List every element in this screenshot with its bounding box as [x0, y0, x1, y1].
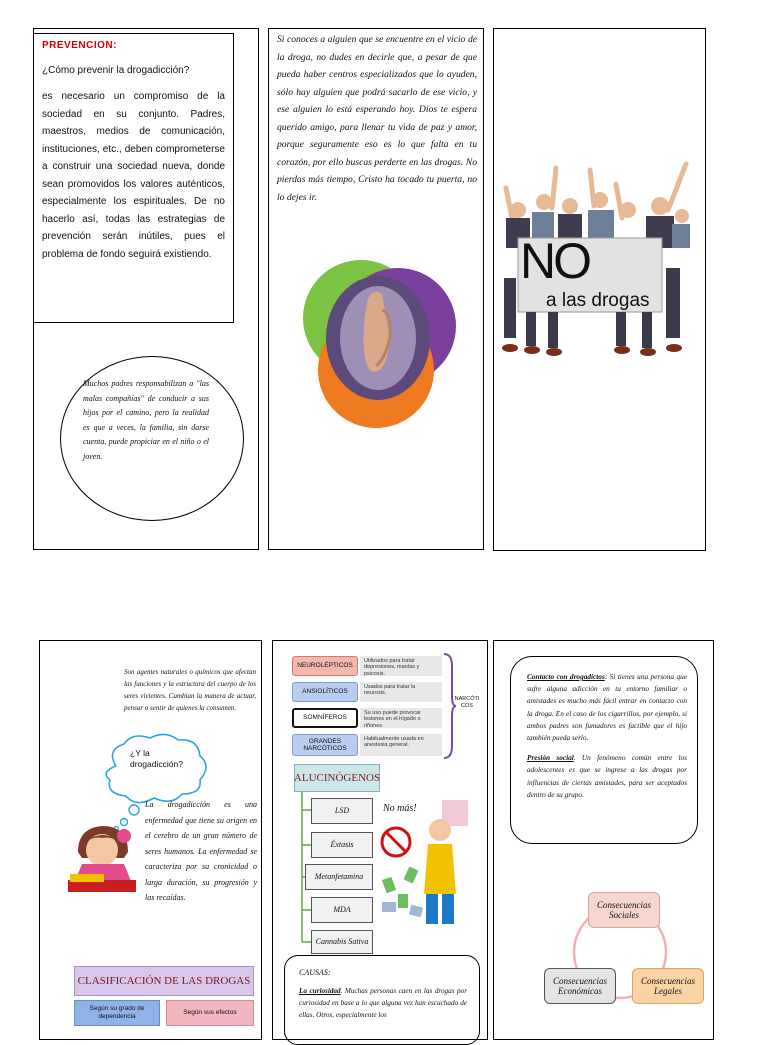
- extasis-item: Éxtasis: [311, 832, 373, 858]
- prevention-body: es necesario un compromiso de la sociedad en su conjunto. Padres, maestros, medios de comunicación, instituciones, etc., deben comprometerse a construir una sociedad nueva, donde sean promovidos los valores auténticos, especialmente los espirituales. De no hacerlo así, todas las estrategias de prevención serán inútiles, pues el problema de fondo seguirá existiendo.: [42, 91, 225, 260]
- cannabis-item: Cannabis Sativa: [311, 930, 373, 954]
- contact-lead: Contacto con drogadictos: [527, 672, 605, 681]
- neurolepticos-desc: Utilizados para tratar depresiones, manías y psicosis.: [360, 656, 442, 676]
- hallucinogens-title: ALUCINÓGENOS: [294, 764, 380, 792]
- social-pressure-paragraph: [527, 752, 687, 801]
- quote-oval: [60, 356, 244, 521]
- pressure-lead: Presión social: [527, 753, 574, 763]
- somniferos-tag: SOMNÍFEROS: [292, 708, 358, 728]
- contact-text: : Si tienes una persona que sufre alguna adicción en tu entorno familiar o amistades es mucho más fácil entrar en contacto con la droga. En el caso de los cigarrillos, por ejemplo, si ambos padres son fumadores es factible que el hijo también pueda serlo.: [527, 672, 687, 743]
- no-drugs-sign-small: a las drogas: [546, 290, 650, 311]
- prevention-question: ¿Cómo prevenir la drogadicción?: [42, 65, 190, 76]
- causes-title: CAUSAS:: [299, 968, 331, 977]
- cloud-question: ¿Y la drogadicción?: [130, 748, 183, 769]
- curiosity-text: . Muchas personas caen en las drogas por curiosidad en base a lo que alguna vez han escuchado de ellas. Otros, especialmente los: [299, 987, 467, 1019]
- contact-paragraph: [527, 671, 687, 744]
- contact-box: [510, 656, 698, 844]
- classification-title: CLASIFICACIÓN DE LAS DROGAS: [74, 966, 254, 996]
- hands-illustration: [296, 258, 456, 430]
- curiosity-lead: La curiosidad: [299, 987, 341, 995]
- causes-text: [299, 985, 467, 1021]
- narcotics-group-label: NARCÓTICOS: [454, 696, 480, 710]
- faith-text: Si conoces a alguien que se encuentre en el vicio de la droga, no dudes en decirle que, a pesar de que pueda haber centros especializados que lo ayuden, sólo hay alguien que podrá sacarlo de ese vicio, y ese alguien lo está esperando hoy. Dios te espera querido amigo, para llenar tu vida de paz y amor, porque seguramente eso es lo que falta en tu corazón, por ello buscas perderte en las drogas. No pierdas más tiempo, Cristo ha tocado tu puerta, no lo dejes ir.: [277, 34, 477, 203]
- prevention-title: PREVENCION:: [42, 40, 117, 51]
- no-mas-text: No más!: [383, 803, 417, 814]
- economic-consequences: Consecuencias Económicas: [544, 968, 616, 1004]
- ansioliticos-desc: Usados para tratar la neurosis.: [360, 682, 442, 702]
- prevention-box: [33, 33, 234, 323]
- mda-item: MDA: [311, 897, 373, 923]
- no-drugs-cartoon: [376, 798, 470, 932]
- drug-definition: Son agentes naturales o químicos que afectan las funciones y la estructura del cuerpo de los seres vivientes. Cambian la manera de actuar, pensar o sentir de quienes la consumen.: [124, 668, 256, 712]
- causes-box: [284, 955, 480, 1045]
- narcotics-chart: [292, 652, 482, 756]
- lsd-item: LSD: [311, 798, 373, 824]
- thinking-girl-illustration: [64, 818, 140, 896]
- no-drugs-sign-big: NO: [520, 233, 589, 289]
- ansioliticos-tag: ANSIOLÍTICOS: [292, 682, 358, 702]
- legal-consequences: Consecuencias Legales: [632, 968, 704, 1004]
- oval-text: Muchos padres responsabilizan a "las malas compañías" de conducir a sus hijos por el camino, pero la realidad es que a veces, la familia, sin darse cuenta, puede propiciar en el niño o el joven.: [83, 379, 209, 461]
- metanfetamina-item: Metanfetamina: [305, 864, 373, 890]
- dependency-button[interactable]: Según su grado de dependencia: [74, 1000, 160, 1026]
- effects-button[interactable]: Según sus efectos: [166, 1000, 254, 1026]
- pressure-text: . Un fenómeno común entre los adolescentes es que se ingrese a las drogas por influencias de ciertas amistades, para ser aceptados dentro de su grupo.: [527, 753, 687, 799]
- grandes-narcoticos-tag: GRANDES NARCÓTICOS: [292, 734, 358, 756]
- somniferos-desc: Su uso puede provocar lesiones en el hígado o riñones: [360, 708, 442, 728]
- social-consequences: Consecuencias Sociales: [588, 892, 660, 928]
- addiction-disease-text: La drogadicción es una enfermedad que tiene su origen en el cerebro de un gran número de seres humanos. La enfermedad se caracteriza por su cronicidad o larga duración, su progresión y las recaídas.: [145, 800, 257, 902]
- neurolepticos-tag: NEUROLÉPTICOS: [292, 656, 358, 676]
- grandes-narcoticos-desc: Habitualmente usada en anestesia general.: [360, 734, 442, 756]
